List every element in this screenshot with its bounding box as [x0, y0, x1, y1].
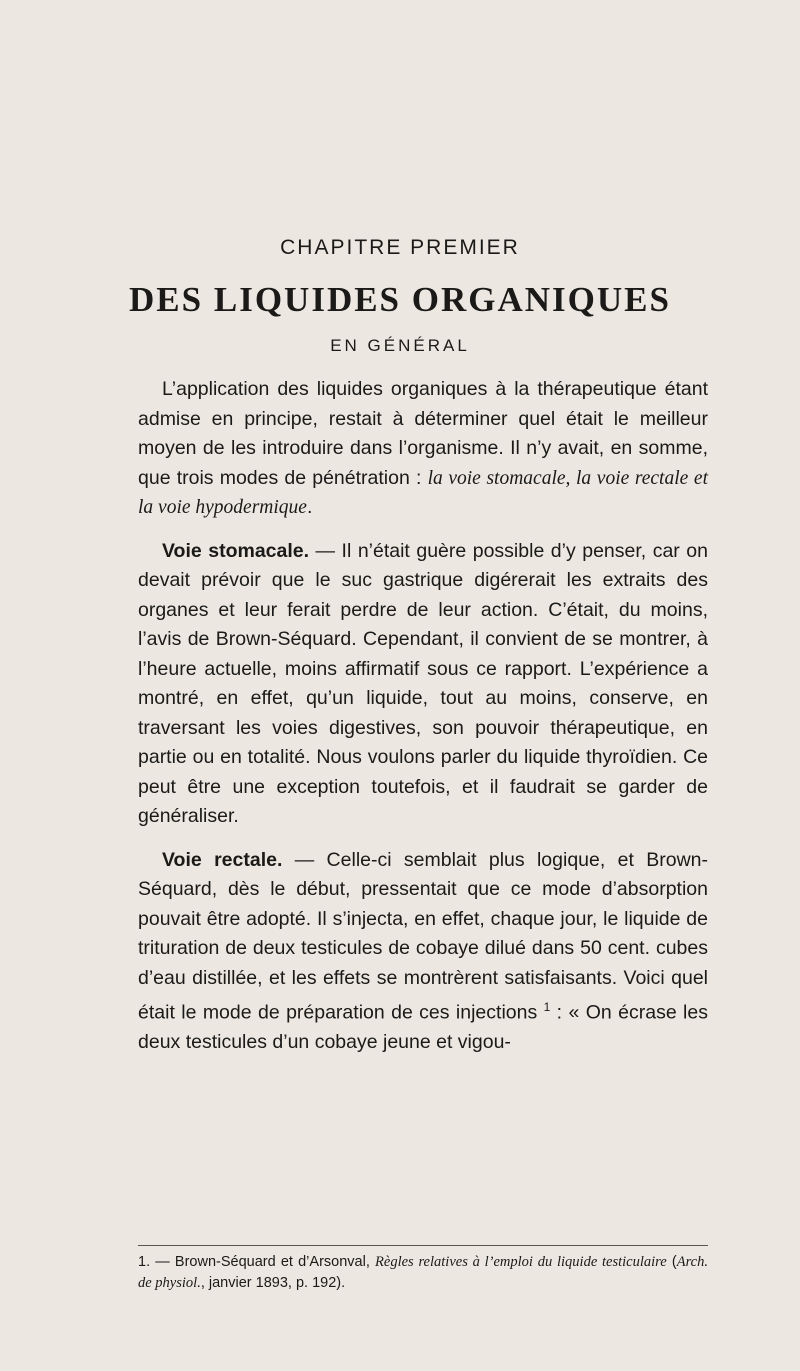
- chapter-heading: CHAPITRE PREMIER: [280, 236, 520, 259]
- stomacale-heading: Voie stomacale.: [162, 539, 310, 562]
- intro-text: L’application des liquides organiques à la thérapeutique étant admise en principe, restait à déterminer quel était le meilleur moyen de les introduire dans l’organisme. Il n’y avait, en somme, que trois modes de pénétration :: [138, 378, 708, 489]
- stomacale-text: — Il n’était guère possible d’y penser, car on devait prévoir que le suc gastrique digérerait les extraits des organes et leur ferait perdre de leur action. C’était, du moins, l’avis de Brown-Séquard. Cependant, il convient de se montrer, à l’heure actuelle, moins affirmatif sous ce rapport. L’expérience a montré, en effet, qu’un liquide, tout au moins, conserve, en traversant les voies digestives, son pouvoir thérapeutique, en partie ou en totalité. Nous voulons parler du liquide thyroïdien. Ce peut être une exception toutefois, et il faudrait se garder de généraliser.: [138, 539, 708, 827]
- preparation-text: Voici quel était le mode de préparation de ces injections: [138, 966, 708, 1024]
- footnote-divider: [138, 1245, 708, 1246]
- preparation-quote: : « On écrase les deux testicules d’un cobaye jeune et vigou-: [138, 1001, 708, 1053]
- footnote: 1. — Brown-Séquard et d’Arsonval, Règles relatives à l’emploi du liquide testiculaire (Arch. de physiol., janvier 1893, p. 192).: [138, 1254, 708, 1291]
- footnote-title: Règles relatives à l’emploi du liquide testiculaire: [375, 1254, 667, 1270]
- rectale-heading: Voie rectale.: [162, 848, 283, 871]
- stomacale-paragraph: [138, 537, 708, 832]
- footnote-number: 1.: [138, 1254, 151, 1270]
- chapter-title: DES LIQUIDES ORGANIQUES: [129, 280, 671, 319]
- intro-end: .: [306, 496, 313, 518]
- footnote-reference[interactable]: 1: [543, 1000, 551, 1014]
- footnote-date: , janvier 1893, p. 192).: [200, 1275, 346, 1291]
- rectale-text: — Celle-ci semblait plus logique, et Brown-Séquard, dès le début, pressentait que ce mode d’absorption pouvait être adopté. Il s’injecta, en effet, chaque jour, le liquide de trituration de deux testicules de cobaye dilué dans 50 cent. cubes d’eau distillée, et les effets se montrèrent satisfaisants.: [138, 848, 708, 989]
- chapter-subtitle: EN GÉNÉRAL: [330, 336, 470, 355]
- intro-paragraph: [138, 375, 708, 523]
- footnote-authors: — Brown-Séquard et d’Arsonval,: [150, 1254, 376, 1270]
- footnote-journal: Arch. de physiol.: [138, 1254, 708, 1291]
- body-text: [138, 375, 708, 1058]
- rectale-paragraph: [138, 846, 708, 1058]
- intro-modes: la voie stomacale, la voie rectale et la voie hypodermique: [138, 467, 708, 518]
